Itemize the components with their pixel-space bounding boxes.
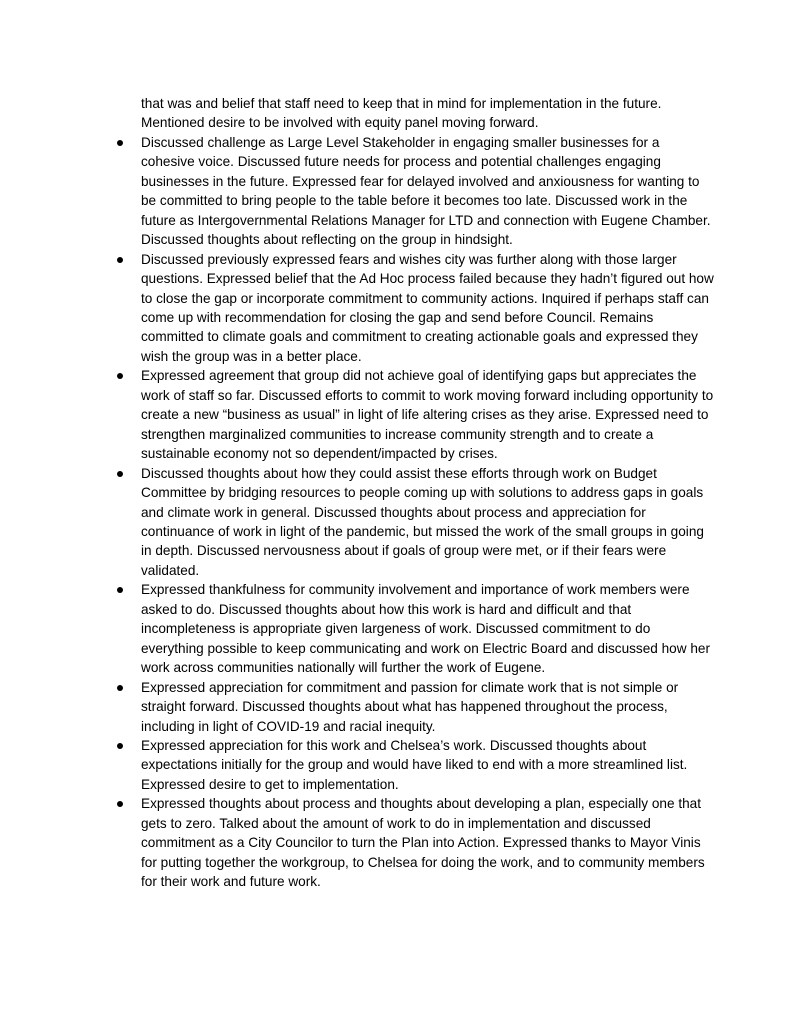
list-item-text: Expressed thoughts about process and thoughts about developing a plan, especially one that gets to zero. Talked about the amount of work to do in implementation and discussed commitment as a City Councilor to turn the Plan into Action. Expressed thanks to Mayor Vinis for putting together the workgroup, to Chelsea for doing the work, and to community members for their work and future work.	[141, 796, 705, 890]
bullet-icon	[117, 743, 123, 749]
list-item	[141, 464, 716, 581]
bullet-icon	[117, 471, 123, 477]
bullet-icon	[117, 801, 123, 807]
list-item	[141, 580, 716, 677]
list-item-text: Discussed challenge as Large Level Stakeholder in engaging smaller businesses for a cohesive voice. Discussed future needs for process and potential challenges engaging businesses in the future. Expressed fear for delayed involved and anxiousness for wanting to be committed to bring people to the table before it becomes too late. Discussed work in the future as Intergovernmental Relations Manager for LTD and connection with Eugene Chamber. Discussed thoughts about reflecting on the group in hindsight.	[141, 134, 711, 248]
list-item	[141, 736, 716, 794]
list-item	[141, 794, 716, 891]
list-item	[141, 366, 716, 463]
list-item-text: Expressed appreciation for commitment and passion for climate work that is not simple or straight forward. Discussed thoughts about what has happened throughout the process, including in light of COVID-19 and racial inequity.	[141, 679, 679, 734]
list-item-text: Discussed previously expressed fears and wishes city was further along with those larger questions. Expressed belief that the Ad Hoc process failed because they hadn’t figured out how to close the gap or incorporate commitment to community actions. Inquired if perhaps staff can come up with recommendation for closing the gap and send before Council. Remains committed to climate goals and commitment to creating actionable goals and expressed they wish the group was in a better place.	[141, 251, 714, 364]
continuation-paragraph: that was and belief that staff need to keep that in mind for implementation in the future. Mentioned desire to be involved with equity panel moving forward.	[141, 96, 662, 131]
bullet-icon	[117, 685, 123, 691]
list-item	[141, 678, 716, 736]
list-item	[141, 250, 716, 367]
bullet-icon	[117, 587, 123, 593]
comment-list	[141, 133, 716, 892]
bullet-icon	[117, 257, 123, 263]
list-item-text: Expressed appreciation for this work and Chelsea’s work. Discussed thoughts about expectations initially for the group and would have liked to end with a more streamlined list. Expressed desire to get to implementation.	[141, 737, 688, 792]
list-item-text: Expressed thankfulness for community involvement and importance of work members were asked to do. Discussed thoughts about how this work is hard and difficult and that incompleteness is appropriate given largeness of work. Discussed commitment to do everything possible to keep communicating and work on Electric Board and discussed how her work across communities nationally will further the work of Eugene.	[141, 582, 710, 676]
list-item	[141, 133, 716, 250]
list-item-text: Expressed agreement that group did not achieve goal of identifying gaps but appreciates the work of staff so far. Discussed efforts to commit to work moving forward including opportunity to create a new “business as usual” in light of life altering crises as they arise. Expressed need to strengthen marginalized communities to increase community strength and to create a sustainable economy not so dependent/impacted by crises.	[141, 368, 714, 462]
bullet-icon	[117, 140, 123, 146]
bullet-icon	[117, 373, 123, 379]
document-body	[141, 94, 716, 892]
list-item-text: Discussed thoughts about how they could assist these efforts through work on Budget Committee by bridging resources to people coming up with solutions to address gaps in goals and climate work in general. Discussed thoughts about process and appreciation for continuance of work in light of the pandemic, but missed the work of the small groups in going in depth. Discussed nervousness about if goals of group were met, or if their fears were validated.	[141, 465, 704, 578]
